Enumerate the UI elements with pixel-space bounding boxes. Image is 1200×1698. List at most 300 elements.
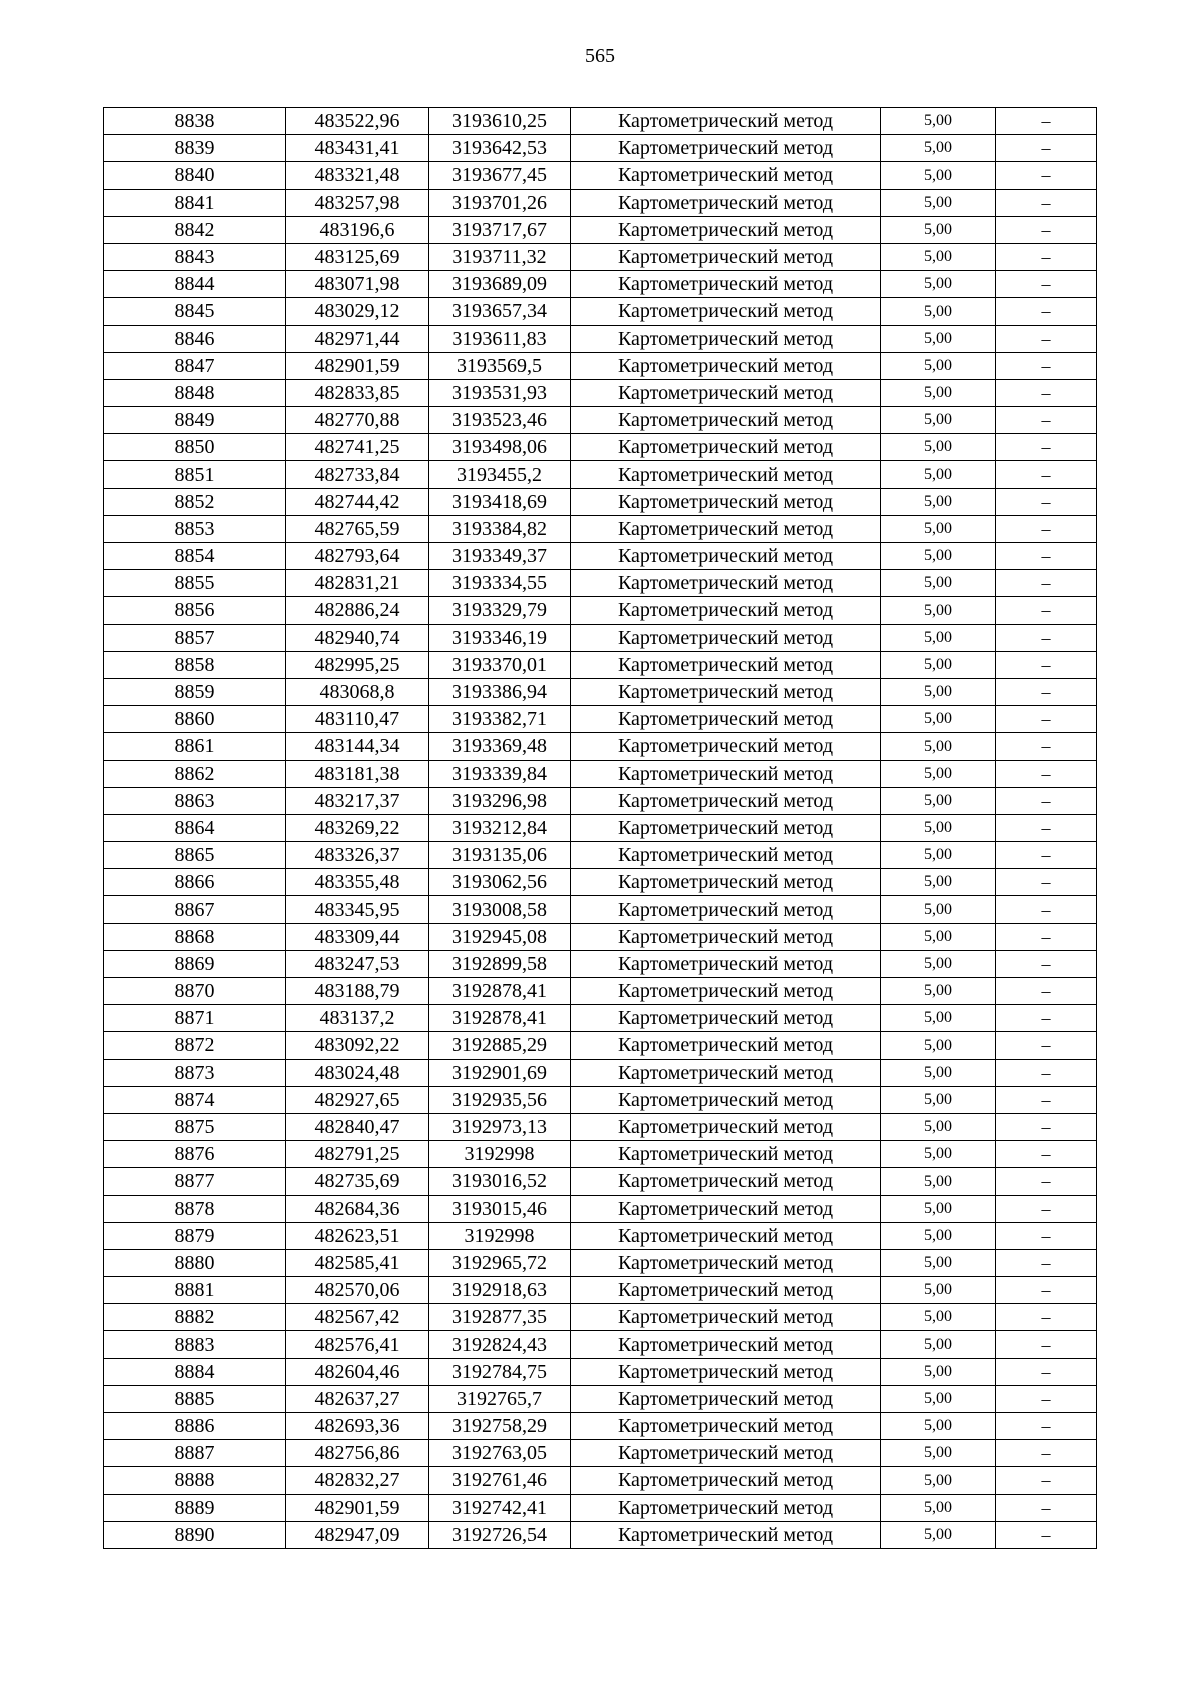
- accuracy-cell: 5,00: [881, 325, 996, 352]
- point-number-cell: 8849: [104, 407, 286, 434]
- y-coordinate-cell: 3193370,01: [429, 651, 571, 678]
- point-number-cell: 8839: [104, 135, 286, 162]
- y-coordinate-cell: 3193642,53: [429, 135, 571, 162]
- empty-mark-cell: –: [996, 488, 1097, 515]
- accuracy-cell: 5,00: [881, 216, 996, 243]
- empty-mark-cell: –: [996, 1358, 1097, 1385]
- x-coordinate-cell: 483125,69: [286, 243, 429, 270]
- method-cell: Картометрический метод: [571, 515, 881, 542]
- x-coordinate-cell: 482741,25: [286, 434, 429, 461]
- method-cell: Картометрический метод: [571, 787, 881, 814]
- empty-mark-cell: –: [996, 135, 1097, 162]
- x-coordinate-cell: 483355,48: [286, 869, 429, 896]
- accuracy-cell: 5,00: [881, 1385, 996, 1412]
- point-number-cell: 8889: [104, 1494, 286, 1521]
- empty-mark-cell: –: [996, 624, 1097, 651]
- method-cell: Картометрический метод: [571, 461, 881, 488]
- table-row: [104, 434, 1097, 461]
- empty-mark-cell: –: [996, 1222, 1097, 1249]
- empty-mark-cell: –: [996, 108, 1097, 135]
- accuracy-cell: 5,00: [881, 787, 996, 814]
- x-coordinate-cell: 482567,42: [286, 1304, 429, 1331]
- accuracy-cell: 5,00: [881, 1358, 996, 1385]
- point-number-cell: 8877: [104, 1168, 286, 1195]
- table-row: [104, 678, 1097, 705]
- method-cell: Картометрический метод: [571, 733, 881, 760]
- accuracy-cell: 5,00: [881, 1494, 996, 1521]
- empty-mark-cell: –: [996, 543, 1097, 570]
- accuracy-cell: 5,00: [881, 624, 996, 651]
- y-coordinate-cell: 3193657,34: [429, 298, 571, 325]
- point-number-cell: 8874: [104, 1086, 286, 1113]
- y-coordinate-cell: 3193611,83: [429, 325, 571, 352]
- x-coordinate-cell: 483188,79: [286, 978, 429, 1005]
- table-row: [104, 243, 1097, 270]
- point-number-cell: 8882: [104, 1304, 286, 1331]
- table-row: [104, 325, 1097, 352]
- point-number-cell: 8853: [104, 515, 286, 542]
- accuracy-cell: 5,00: [881, 1086, 996, 1113]
- x-coordinate-cell: 483068,8: [286, 678, 429, 705]
- y-coordinate-cell: 3193523,46: [429, 407, 571, 434]
- x-coordinate-cell: 483110,47: [286, 706, 429, 733]
- x-coordinate-cell: 483345,95: [286, 896, 429, 923]
- y-coordinate-cell: 3193498,06: [429, 434, 571, 461]
- point-number-cell: 8869: [104, 950, 286, 977]
- table-row: [104, 597, 1097, 624]
- accuracy-cell: 5,00: [881, 760, 996, 787]
- point-number-cell: 8871: [104, 1005, 286, 1032]
- x-coordinate-cell: 483247,53: [286, 950, 429, 977]
- accuracy-cell: 5,00: [881, 923, 996, 950]
- accuracy-cell: 5,00: [881, 1005, 996, 1032]
- x-coordinate-cell: 482576,41: [286, 1331, 429, 1358]
- x-coordinate-cell: 482791,25: [286, 1141, 429, 1168]
- method-cell: Картометрический метод: [571, 352, 881, 379]
- empty-mark-cell: –: [996, 733, 1097, 760]
- method-cell: Картометрический метод: [571, 488, 881, 515]
- table-row: [104, 1385, 1097, 1412]
- point-number-cell: 8884: [104, 1358, 286, 1385]
- y-coordinate-cell: 3193569,5: [429, 352, 571, 379]
- empty-mark-cell: –: [996, 842, 1097, 869]
- accuracy-cell: 5,00: [881, 1521, 996, 1548]
- x-coordinate-cell: 482971,44: [286, 325, 429, 352]
- empty-mark-cell: –: [996, 352, 1097, 379]
- accuracy-cell: 5,00: [881, 379, 996, 406]
- empty-mark-cell: –: [996, 1277, 1097, 1304]
- table-row: [104, 1277, 1097, 1304]
- empty-mark-cell: –: [996, 978, 1097, 1005]
- y-coordinate-cell: 3192918,63: [429, 1277, 571, 1304]
- x-coordinate-cell: 482832,27: [286, 1467, 429, 1494]
- point-number-cell: 8856: [104, 597, 286, 624]
- method-cell: Картометрический метод: [571, 407, 881, 434]
- empty-mark-cell: –: [996, 950, 1097, 977]
- empty-mark-cell: –: [996, 1521, 1097, 1548]
- method-cell: Картометрический метод: [571, 108, 881, 135]
- x-coordinate-cell: 482684,36: [286, 1195, 429, 1222]
- accuracy-cell: 5,00: [881, 1141, 996, 1168]
- point-number-cell: 8880: [104, 1249, 286, 1276]
- y-coordinate-cell: 3192878,41: [429, 1005, 571, 1032]
- method-cell: Картометрический метод: [571, 1440, 881, 1467]
- x-coordinate-cell: 482765,59: [286, 515, 429, 542]
- x-coordinate-cell: 482756,86: [286, 1440, 429, 1467]
- point-number-cell: 8887: [104, 1440, 286, 1467]
- table-row: [104, 869, 1097, 896]
- point-number-cell: 8873: [104, 1059, 286, 1086]
- table-row: [104, 814, 1097, 841]
- empty-mark-cell: –: [996, 243, 1097, 270]
- x-coordinate-cell: 483196,6: [286, 216, 429, 243]
- y-coordinate-cell: 3192742,41: [429, 1494, 571, 1521]
- accuracy-cell: 5,00: [881, 1467, 996, 1494]
- method-cell: Картометрический метод: [571, 271, 881, 298]
- empty-mark-cell: –: [996, 189, 1097, 216]
- table-row: [104, 978, 1097, 1005]
- x-coordinate-cell: 483321,48: [286, 162, 429, 189]
- table-row: [104, 461, 1097, 488]
- point-number-cell: 8842: [104, 216, 286, 243]
- table-row: [104, 1086, 1097, 1113]
- y-coordinate-cell: 3193346,19: [429, 624, 571, 651]
- point-number-cell: 8845: [104, 298, 286, 325]
- empty-mark-cell: –: [996, 570, 1097, 597]
- point-number-cell: 8864: [104, 814, 286, 841]
- empty-mark-cell: –: [996, 407, 1097, 434]
- method-cell: Картометрический метод: [571, 1358, 881, 1385]
- table-row: [104, 1195, 1097, 1222]
- point-number-cell: 8857: [104, 624, 286, 651]
- method-cell: Картометрический метод: [571, 814, 881, 841]
- method-cell: Картометрический метод: [571, 162, 881, 189]
- method-cell: Картометрический метод: [571, 1413, 881, 1440]
- empty-mark-cell: –: [996, 1168, 1097, 1195]
- x-coordinate-cell: 482623,51: [286, 1222, 429, 1249]
- table-row: [104, 1358, 1097, 1385]
- point-number-cell: 8843: [104, 243, 286, 270]
- method-cell: Картометрический метод: [571, 597, 881, 624]
- point-number-cell: 8850: [104, 434, 286, 461]
- y-coordinate-cell: 3192824,43: [429, 1331, 571, 1358]
- y-coordinate-cell: 3192726,54: [429, 1521, 571, 1548]
- x-coordinate-cell: 483024,48: [286, 1059, 429, 1086]
- empty-mark-cell: –: [996, 1304, 1097, 1331]
- y-coordinate-cell: 3193349,37: [429, 543, 571, 570]
- x-coordinate-cell: 483309,44: [286, 923, 429, 950]
- x-coordinate-cell: 482733,84: [286, 461, 429, 488]
- y-coordinate-cell: 3193008,58: [429, 896, 571, 923]
- accuracy-cell: 5,00: [881, 651, 996, 678]
- accuracy-cell: 5,00: [881, 950, 996, 977]
- y-coordinate-cell: 3193296,98: [429, 787, 571, 814]
- empty-mark-cell: –: [996, 787, 1097, 814]
- coordinates-table-body: [104, 108, 1097, 1549]
- method-cell: Картометрический метод: [571, 434, 881, 461]
- accuracy-cell: 5,00: [881, 271, 996, 298]
- y-coordinate-cell: 3192763,05: [429, 1440, 571, 1467]
- method-cell: Картометрический метод: [571, 842, 881, 869]
- y-coordinate-cell: 3192973,13: [429, 1113, 571, 1140]
- point-number-cell: 8886: [104, 1413, 286, 1440]
- y-coordinate-cell: 3193212,84: [429, 814, 571, 841]
- point-number-cell: 8866: [104, 869, 286, 896]
- y-coordinate-cell: 3192758,29: [429, 1413, 571, 1440]
- accuracy-cell: 5,00: [881, 597, 996, 624]
- point-number-cell: 8848: [104, 379, 286, 406]
- table-row: [104, 1059, 1097, 1086]
- point-number-cell: 8879: [104, 1222, 286, 1249]
- table-row: [104, 488, 1097, 515]
- table-row: [104, 216, 1097, 243]
- empty-mark-cell: –: [996, 597, 1097, 624]
- y-coordinate-cell: 3193610,25: [429, 108, 571, 135]
- x-coordinate-cell: 482585,41: [286, 1249, 429, 1276]
- y-coordinate-cell: 3193135,06: [429, 842, 571, 869]
- y-coordinate-cell: 3193062,56: [429, 869, 571, 896]
- accuracy-cell: 5,00: [881, 543, 996, 570]
- empty-mark-cell: –: [996, 298, 1097, 325]
- x-coordinate-cell: 482901,59: [286, 352, 429, 379]
- point-number-cell: 8863: [104, 787, 286, 814]
- point-number-cell: 8862: [104, 760, 286, 787]
- y-coordinate-cell: 3193711,32: [429, 243, 571, 270]
- method-cell: Картометрический метод: [571, 1222, 881, 1249]
- table-row: [104, 1249, 1097, 1276]
- y-coordinate-cell: 3192998: [429, 1141, 571, 1168]
- point-number-cell: 8885: [104, 1385, 286, 1412]
- point-number-cell: 8846: [104, 325, 286, 352]
- accuracy-cell: 5,00: [881, 869, 996, 896]
- x-coordinate-cell: 482570,06: [286, 1277, 429, 1304]
- accuracy-cell: 5,00: [881, 814, 996, 841]
- method-cell: Картометрический метод: [571, 1249, 881, 1276]
- table-row: [104, 1032, 1097, 1059]
- table-row: [104, 1141, 1097, 1168]
- x-coordinate-cell: 483029,12: [286, 298, 429, 325]
- method-cell: Картометрический метод: [571, 706, 881, 733]
- empty-mark-cell: –: [996, 434, 1097, 461]
- y-coordinate-cell: 3192784,75: [429, 1358, 571, 1385]
- method-cell: Картометрический метод: [571, 135, 881, 162]
- empty-mark-cell: –: [996, 1249, 1097, 1276]
- point-number-cell: 8847: [104, 352, 286, 379]
- x-coordinate-cell: 482840,47: [286, 1113, 429, 1140]
- point-number-cell: 8859: [104, 678, 286, 705]
- accuracy-cell: 5,00: [881, 896, 996, 923]
- point-number-cell: 8875: [104, 1113, 286, 1140]
- y-coordinate-cell: 3193717,67: [429, 216, 571, 243]
- accuracy-cell: 5,00: [881, 1222, 996, 1249]
- method-cell: Картометрический метод: [571, 1467, 881, 1494]
- point-number-cell: 8851: [104, 461, 286, 488]
- method-cell: Картометрический метод: [571, 923, 881, 950]
- point-number-cell: 8858: [104, 651, 286, 678]
- x-coordinate-cell: 482744,42: [286, 488, 429, 515]
- table-row: [104, 515, 1097, 542]
- y-coordinate-cell: 3192761,46: [429, 1467, 571, 1494]
- table-row: [104, 352, 1097, 379]
- y-coordinate-cell: 3193689,09: [429, 271, 571, 298]
- table-row: [104, 1521, 1097, 1548]
- accuracy-cell: 5,00: [881, 733, 996, 760]
- method-cell: Картометрический метод: [571, 1304, 881, 1331]
- y-coordinate-cell: 3193455,2: [429, 461, 571, 488]
- table-row: [104, 923, 1097, 950]
- accuracy-cell: 5,00: [881, 1032, 996, 1059]
- table-row: [104, 543, 1097, 570]
- method-cell: Картометрический метод: [571, 1494, 881, 1521]
- x-coordinate-cell: 482927,65: [286, 1086, 429, 1113]
- empty-mark-cell: –: [996, 216, 1097, 243]
- method-cell: Картометрический метод: [571, 1195, 881, 1222]
- point-number-cell: 8838: [104, 108, 286, 135]
- point-number-cell: 8888: [104, 1467, 286, 1494]
- table-row: [104, 733, 1097, 760]
- table-row: [104, 135, 1097, 162]
- empty-mark-cell: –: [996, 461, 1097, 488]
- y-coordinate-cell: 3192945,08: [429, 923, 571, 950]
- accuracy-cell: 5,00: [881, 488, 996, 515]
- accuracy-cell: 5,00: [881, 407, 996, 434]
- empty-mark-cell: –: [996, 162, 1097, 189]
- accuracy-cell: 5,00: [881, 135, 996, 162]
- method-cell: Картометрический метод: [571, 1086, 881, 1113]
- y-coordinate-cell: 3193329,79: [429, 597, 571, 624]
- point-number-cell: 8878: [104, 1195, 286, 1222]
- y-coordinate-cell: 3193701,26: [429, 189, 571, 216]
- y-coordinate-cell: 3192899,58: [429, 950, 571, 977]
- point-number-cell: 8876: [104, 1141, 286, 1168]
- table-row: [104, 1440, 1097, 1467]
- empty-mark-cell: –: [996, 814, 1097, 841]
- method-cell: Картометрический метод: [571, 379, 881, 406]
- empty-mark-cell: –: [996, 325, 1097, 352]
- x-coordinate-cell: 483092,22: [286, 1032, 429, 1059]
- empty-mark-cell: –: [996, 1467, 1097, 1494]
- y-coordinate-cell: 3192765,7: [429, 1385, 571, 1412]
- method-cell: Картометрический метод: [571, 1521, 881, 1548]
- method-cell: Картометрический метод: [571, 678, 881, 705]
- method-cell: Картометрический метод: [571, 1277, 881, 1304]
- empty-mark-cell: –: [996, 869, 1097, 896]
- table-row: [104, 1331, 1097, 1358]
- accuracy-cell: 5,00: [881, 1249, 996, 1276]
- method-cell: Картометрический метод: [571, 950, 881, 977]
- accuracy-cell: 5,00: [881, 842, 996, 869]
- y-coordinate-cell: 3192935,56: [429, 1086, 571, 1113]
- table-row: [104, 950, 1097, 977]
- point-number-cell: 8881: [104, 1277, 286, 1304]
- point-number-cell: 8860: [104, 706, 286, 733]
- empty-mark-cell: –: [996, 1086, 1097, 1113]
- x-coordinate-cell: 483137,2: [286, 1005, 429, 1032]
- method-cell: Картометрический метод: [571, 543, 881, 570]
- method-cell: Картометрический метод: [571, 1059, 881, 1086]
- method-cell: Картометрический метод: [571, 1168, 881, 1195]
- accuracy-cell: 5,00: [881, 1059, 996, 1086]
- point-number-cell: 8854: [104, 543, 286, 570]
- accuracy-cell: 5,00: [881, 1195, 996, 1222]
- table-row: [104, 407, 1097, 434]
- table-row: [104, 1304, 1097, 1331]
- method-cell: Картометрический метод: [571, 624, 881, 651]
- y-coordinate-cell: 3193016,52: [429, 1168, 571, 1195]
- x-coordinate-cell: 483257,98: [286, 189, 429, 216]
- table-row: [104, 706, 1097, 733]
- point-number-cell: 8840: [104, 162, 286, 189]
- y-coordinate-cell: 3192901,69: [429, 1059, 571, 1086]
- x-coordinate-cell: 482735,69: [286, 1168, 429, 1195]
- y-coordinate-cell: 3192965,72: [429, 1249, 571, 1276]
- table-row: [104, 271, 1097, 298]
- accuracy-cell: 5,00: [881, 162, 996, 189]
- empty-mark-cell: –: [996, 1113, 1097, 1140]
- method-cell: Картометрический метод: [571, 760, 881, 787]
- method-cell: Картометрический метод: [571, 298, 881, 325]
- x-coordinate-cell: 483071,98: [286, 271, 429, 298]
- accuracy-cell: 5,00: [881, 678, 996, 705]
- point-number-cell: 8890: [104, 1521, 286, 1548]
- accuracy-cell: 5,00: [881, 1440, 996, 1467]
- x-coordinate-cell: 482604,46: [286, 1358, 429, 1385]
- table-row: [104, 189, 1097, 216]
- accuracy-cell: 5,00: [881, 1331, 996, 1358]
- empty-mark-cell: –: [996, 896, 1097, 923]
- x-coordinate-cell: 483144,34: [286, 733, 429, 760]
- method-cell: Картометрический метод: [571, 1113, 881, 1140]
- accuracy-cell: 5,00: [881, 108, 996, 135]
- method-cell: Картометрический метод: [571, 651, 881, 678]
- y-coordinate-cell: 3193369,48: [429, 733, 571, 760]
- x-coordinate-cell: 482886,24: [286, 597, 429, 624]
- empty-mark-cell: –: [996, 1440, 1097, 1467]
- method-cell: Картометрический метод: [571, 216, 881, 243]
- x-coordinate-cell: 482693,36: [286, 1413, 429, 1440]
- point-number-cell: 8852: [104, 488, 286, 515]
- table-row: [104, 1168, 1097, 1195]
- point-number-cell: 8867: [104, 896, 286, 923]
- accuracy-cell: 5,00: [881, 1413, 996, 1440]
- method-cell: Картометрический метод: [571, 1331, 881, 1358]
- point-number-cell: 8883: [104, 1331, 286, 1358]
- method-cell: Картометрический метод: [571, 243, 881, 270]
- y-coordinate-cell: 3193418,69: [429, 488, 571, 515]
- accuracy-cell: 5,00: [881, 243, 996, 270]
- table-row: [104, 1494, 1097, 1521]
- page-number: 565: [585, 45, 615, 67]
- x-coordinate-cell: 483217,37: [286, 787, 429, 814]
- method-cell: Картометрический метод: [571, 570, 881, 597]
- x-coordinate-cell: 483431,41: [286, 135, 429, 162]
- empty-mark-cell: –: [996, 760, 1097, 787]
- coordinates-table: [103, 107, 1097, 1549]
- method-cell: Картометрический метод: [571, 869, 881, 896]
- table-row: [104, 1467, 1097, 1494]
- method-cell: Картометрический метод: [571, 1005, 881, 1032]
- accuracy-cell: 5,00: [881, 189, 996, 216]
- y-coordinate-cell: 3192878,41: [429, 978, 571, 1005]
- x-coordinate-cell: 482637,27: [286, 1385, 429, 1412]
- x-coordinate-cell: 482793,64: [286, 543, 429, 570]
- empty-mark-cell: –: [996, 1032, 1097, 1059]
- empty-mark-cell: –: [996, 678, 1097, 705]
- table-row: [104, 162, 1097, 189]
- table-row: [104, 379, 1097, 406]
- x-coordinate-cell: 482770,88: [286, 407, 429, 434]
- accuracy-cell: 5,00: [881, 1277, 996, 1304]
